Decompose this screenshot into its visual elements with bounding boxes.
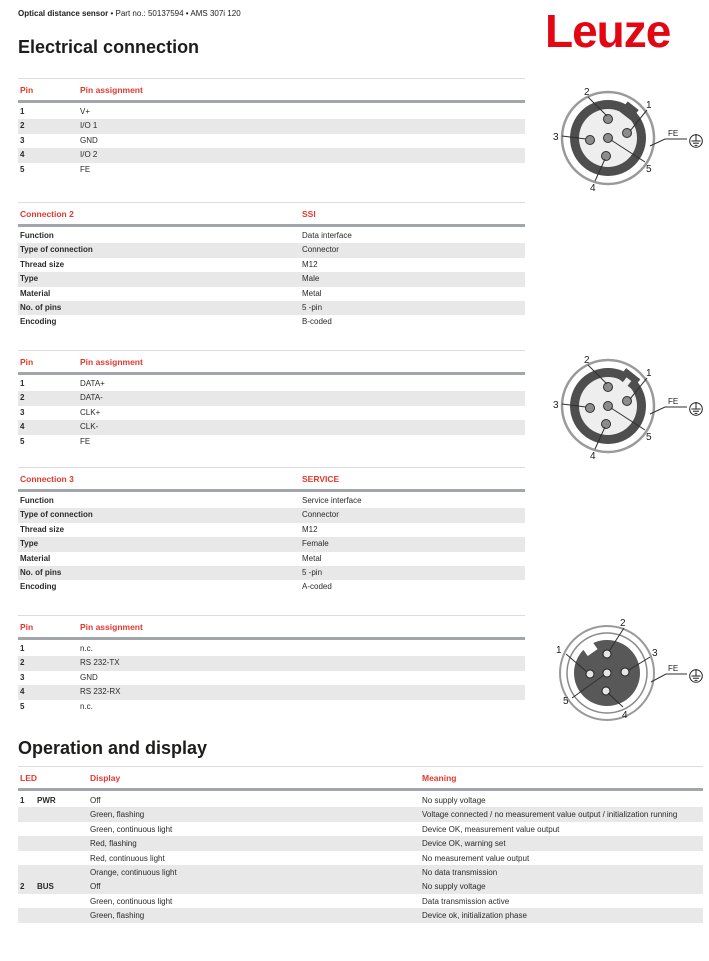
col-header-assignment: Pin assignment (80, 357, 143, 367)
pin-4-contact (602, 420, 611, 429)
connector-female-svg (544, 612, 708, 736)
pin-label-4: 4 (590, 183, 596, 194)
table-row (18, 301, 525, 315)
led-number (20, 837, 37, 850)
pin-cell: 5 (20, 701, 25, 711)
table-row (18, 315, 525, 329)
table-row (18, 435, 525, 449)
col-header-display: Display (90, 773, 121, 783)
led-table-row (18, 807, 703, 821)
assignment-cell: I/O 1 (80, 121, 98, 131)
led-meaning-cell: Device OK, measurement value output (422, 824, 560, 834)
connector-male-svg (544, 82, 708, 194)
assignment-cell: FE (80, 164, 91, 174)
connection-3-title: Connection 3 (20, 474, 74, 484)
connector-diagram-male-b-coded (544, 350, 708, 462)
pin-cell: 1 (20, 107, 25, 116)
led-display-cell: Orange, continuous light (90, 867, 177, 877)
table-row (18, 685, 525, 699)
pin-label-1: 1 (556, 645, 562, 656)
table-row (18, 552, 525, 566)
table-row (18, 700, 525, 714)
pin-3-contact (586, 136, 595, 145)
led-table (18, 766, 703, 923)
table-row (18, 494, 525, 508)
col-header-pin: Pin (20, 357, 34, 367)
property-label: Material (20, 553, 51, 563)
assignment-cell: GND (80, 672, 98, 682)
property-label: Type (20, 539, 39, 549)
led-number (20, 866, 37, 879)
table-header-row (18, 616, 525, 637)
table-row (18, 566, 525, 580)
table-row (18, 671, 525, 685)
property-label: Thread size (20, 259, 65, 269)
col-header-assignment: Pin assignment (80, 85, 143, 95)
property-value: Connector (302, 245, 339, 255)
earth-ground-icon (690, 402, 703, 415)
header-rule (18, 372, 525, 375)
led-meaning-cell: No supply voltage (422, 796, 486, 805)
section-title-operation-and-display: Operation and display (18, 738, 208, 758)
pin-table-connection1 (18, 78, 525, 177)
connection-3-table (18, 467, 525, 595)
table-row (18, 287, 525, 301)
led-meaning-cell: No supply voltage (422, 882, 486, 892)
table-row (18, 642, 525, 656)
pin-cell: 2 (20, 121, 25, 131)
property-label: Function (20, 496, 54, 505)
table-header-row (18, 468, 525, 489)
pin-label-5: 5 (563, 696, 569, 707)
pin-cell: 3 (20, 672, 25, 682)
property-value: M12 (302, 259, 318, 269)
property-value: M12 (302, 524, 318, 534)
led-name: PWR (37, 796, 56, 805)
pin-4-contact (602, 152, 611, 161)
fe-label: FE (668, 664, 679, 673)
pin-cell: 3 (20, 135, 25, 145)
pin-label-2: 2 (620, 618, 626, 629)
assignment-cell: I/O 2 (80, 150, 98, 160)
led-display-cell: Green, flashing (90, 810, 145, 820)
led-number (20, 823, 37, 836)
pin-label-5: 5 (646, 432, 652, 443)
property-value: Metal (302, 553, 322, 563)
led-display-cell: Red, flashing (90, 839, 137, 849)
table-row (18, 163, 525, 177)
pin-cell: 1 (20, 379, 25, 388)
property-label: Type of connection (20, 510, 93, 520)
table-row (18, 537, 525, 551)
property-label: No. of pins (20, 567, 62, 577)
col-header-pin: Pin (20, 85, 34, 95)
pin-label-5: 5 (646, 164, 652, 175)
property-label: Function (20, 231, 54, 240)
property-value: B-coded (302, 317, 332, 327)
header-rule (18, 788, 703, 791)
earth-ground-icon (690, 669, 703, 682)
pin-label-3: 3 (553, 400, 559, 411)
header-rule (18, 224, 525, 227)
header-rule (18, 637, 525, 640)
property-value: A-coded (302, 582, 332, 592)
property-value: Service interface (302, 496, 362, 505)
led-display-cell: Green, flashing (90, 911, 145, 921)
property-value: Connector (302, 510, 339, 520)
led-meaning-cell: Device OK, warning set (422, 839, 506, 849)
pin-1-socket (586, 670, 594, 678)
pin-cell: 4 (20, 422, 25, 432)
connection-2-table (18, 202, 525, 330)
pin-table-connection2 (18, 350, 525, 449)
property-value: Data interface (302, 231, 352, 240)
table-header-row (18, 767, 703, 788)
connection-2-title: Connection 2 (20, 209, 74, 219)
table-row (18, 105, 525, 119)
pin-label-1: 1 (646, 100, 652, 111)
header-rule (18, 100, 525, 103)
assignment-cell: CLK- (80, 422, 99, 432)
led-table-row (18, 865, 703, 879)
property-value: Male (302, 274, 320, 284)
fe-label: FE (668, 397, 679, 406)
pin-2-contact (604, 383, 613, 392)
property-label: Material (20, 288, 51, 298)
table-row (18, 229, 525, 243)
pin-5-contact (604, 134, 613, 143)
led-table-row (18, 879, 703, 893)
section-title-electrical-connection: Electrical connection (18, 37, 200, 57)
led-meaning-cell: Voltage connected / no measurement value output / initialization running (422, 810, 678, 820)
led-meaning-cell: Device ok, initialization phase (422, 911, 527, 921)
led-table-row (18, 822, 703, 836)
led-number (20, 909, 37, 922)
pin-2-socket (603, 650, 611, 658)
led-number: 1 (20, 796, 25, 805)
property-label: Encoding (20, 582, 57, 592)
pin-cell: 2 (20, 393, 25, 403)
leuze-logo: Leuze (545, 5, 671, 57)
col-header-led: LED (20, 773, 37, 783)
assignment-cell: V+ (80, 107, 91, 116)
led-number (20, 895, 37, 908)
table-row (18, 258, 525, 272)
property-value: Metal (302, 288, 322, 298)
pin-cell: 2 (20, 658, 25, 668)
header-rule (18, 489, 525, 492)
property-value: Female (302, 539, 329, 549)
property-label: Encoding (20, 317, 57, 327)
led-meaning-cell: No measurement value output (422, 853, 530, 863)
table-row (18, 406, 525, 420)
led-meaning-cell: No data transmission (422, 867, 498, 877)
table-row (18, 391, 525, 405)
product-name: Optical distance sensor (18, 9, 109, 18)
pin-5-socket (603, 669, 611, 677)
pin-1-contact (623, 129, 632, 138)
led-table-row (18, 836, 703, 850)
pin-label-4: 4 (590, 451, 596, 462)
led-number (20, 852, 37, 865)
table-row (18, 580, 525, 594)
table-row (18, 148, 525, 162)
connection-2-subtitle: SSI (302, 209, 316, 219)
pin-2-contact (604, 115, 613, 124)
pin-label-1: 1 (646, 368, 652, 379)
led-display-cell: Green, continuous light (90, 896, 173, 906)
assignment-cell: RS 232-TX (80, 658, 120, 668)
table-row (18, 420, 525, 434)
assignment-cell: DATA+ (80, 379, 105, 388)
connector-diagram-female (544, 612, 708, 736)
table-row (18, 243, 525, 257)
earth-ground-icon (690, 134, 703, 147)
table-row (18, 508, 525, 522)
assignment-cell: FE (80, 436, 91, 446)
col-header-assignment: Pin assignment (80, 622, 143, 632)
pin-label-2: 2 (584, 355, 590, 366)
pin-label-3: 3 (652, 648, 658, 659)
table-header-row (18, 79, 525, 100)
connection-3-subtitle: SERVICE (302, 474, 340, 484)
led-display-cell: Green, continuous light (90, 824, 173, 834)
table-row (18, 656, 525, 670)
pin-cell: 5 (20, 436, 25, 446)
led-number (20, 808, 37, 821)
pin-label-2: 2 (584, 87, 590, 98)
table-row (18, 134, 525, 148)
pin-cell: 5 (20, 164, 25, 174)
assignment-cell: n.c. (80, 701, 93, 711)
assignment-cell: GND (80, 135, 98, 145)
pin-cell: 3 (20, 407, 25, 417)
product-meta: • Part no.: 50137594 • AMS 307i 120 (110, 9, 241, 18)
table-header-row (18, 203, 525, 224)
connector-diagram-male-a-coded (544, 82, 708, 194)
assignment-cell: n.c. (80, 644, 93, 653)
led-table-row (18, 908, 703, 922)
pin-cell: 1 (20, 644, 25, 653)
table-row (18, 272, 525, 286)
pin-label-3: 3 (553, 132, 559, 143)
assignment-cell: DATA- (80, 393, 103, 403)
led-table-row (18, 894, 703, 908)
led-table-row (18, 851, 703, 865)
property-label: Thread size (20, 524, 65, 534)
pin-5-contact (604, 402, 613, 411)
table-row (18, 119, 525, 133)
pin-cell: 4 (20, 150, 25, 160)
connector-male-svg (544, 350, 708, 462)
property-value: 5 -pin (302, 567, 323, 577)
pin-1-contact (623, 397, 632, 406)
fe-label: FE (668, 129, 679, 138)
led-meaning-cell: Data transmission active (422, 896, 510, 906)
pin-cell: 4 (20, 687, 25, 697)
pin-table-connection3 (18, 615, 525, 714)
table-row (18, 377, 525, 391)
property-label: Type of connection (20, 245, 93, 255)
assignment-cell: RS 232-RX (80, 687, 121, 697)
pin-3-socket (621, 668, 629, 676)
led-display-cell: Red, continuous light (90, 853, 165, 863)
property-value: 5 -pin (302, 302, 323, 312)
col-header-meaning: Meaning (422, 773, 457, 783)
property-label: Type (20, 274, 39, 284)
led-table-row (18, 793, 703, 807)
led-name: BUS (37, 882, 54, 892)
breadcrumb (18, 9, 241, 18)
led-number: 2 (20, 882, 25, 892)
table-row (18, 523, 525, 537)
table-header-row (18, 351, 525, 372)
pin-label-4: 4 (622, 710, 628, 721)
property-label: No. of pins (20, 302, 62, 312)
assignment-cell: CLK+ (80, 407, 101, 417)
pin-3-contact (586, 404, 595, 413)
col-header-pin: Pin (20, 622, 34, 632)
led-display-cell: Off (90, 882, 101, 892)
led-display-cell: Off (90, 796, 101, 805)
